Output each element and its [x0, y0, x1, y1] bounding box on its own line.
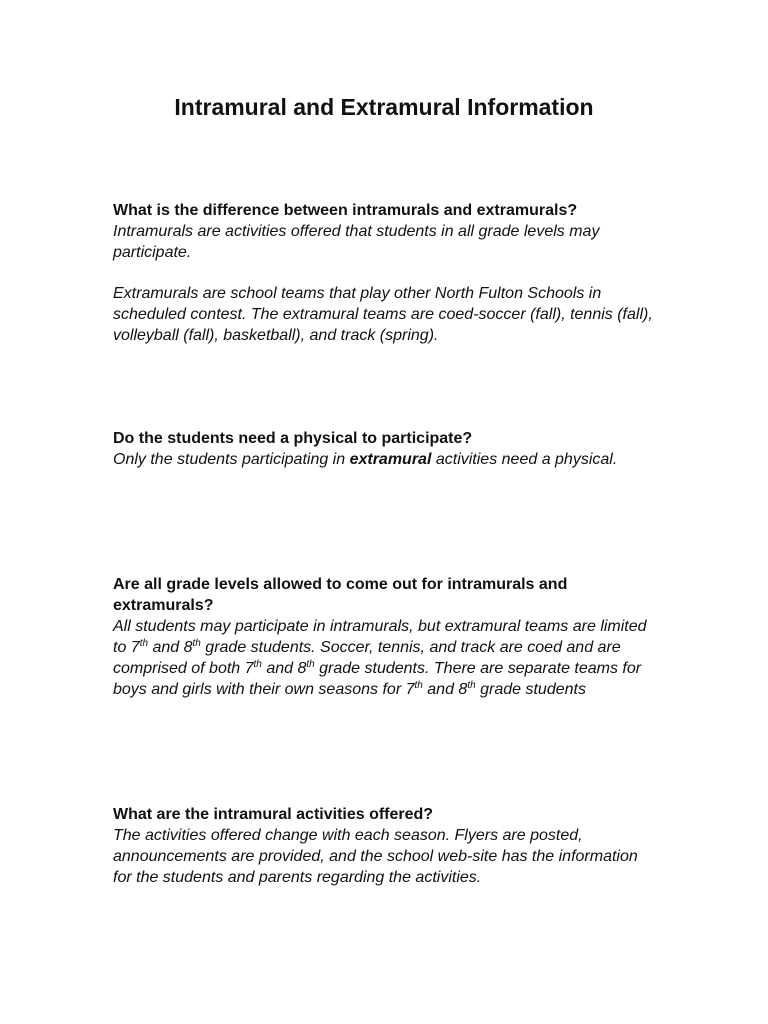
answer-text: grade students. Soccer, tennis, and track are coed and are comprised of both 7: [113, 639, 621, 677]
faq-question: What are the intramural activities offered?: [113, 806, 434, 823]
faq-section-activities: [113, 804, 658, 888]
answer-text: All students may participate in intramurals, but extramural teams are limited to 7: [113, 618, 647, 656]
answer-emphasis: extramural: [349, 451, 432, 468]
ordinal-suffix: th: [306, 659, 315, 670]
faq-section-difference: [113, 200, 658, 346]
answer-text: activities need a physical.: [431, 451, 618, 468]
answer-text: and 8: [148, 639, 193, 656]
ordinal-suffix: th: [253, 659, 262, 670]
faq-answer: [113, 616, 658, 700]
faq-answer: [113, 449, 658, 470]
ordinal-suffix: th: [139, 638, 149, 649]
answer-text: and 8: [261, 660, 307, 677]
answer-text: and 8: [422, 681, 468, 698]
document-title: Intramural and Extramural Information: [174, 94, 594, 120]
faq-section-grade-levels: [113, 574, 658, 700]
ordinal-suffix: th: [192, 638, 201, 649]
faq-question: Do the students need a physical to participate?: [113, 430, 473, 447]
ordinal-suffix: th: [467, 680, 476, 691]
faq-section-physical: [113, 428, 658, 470]
faq-answer-intramurals: Intramurals are activities offered that students in all grade levels may participate.: [113, 223, 600, 261]
faq-answer: The activities offered change with each season. Flyers are posted, announcements are provided, and the school web-site has the information for the students and parents regarding the activities.: [113, 827, 638, 886]
faq-question: What is the difference between intramurals and extramurals?: [113, 202, 578, 219]
answer-text: Only the students participating in: [113, 451, 350, 468]
faq-question: Are all grade levels allowed to come out for intramurals and extramurals?: [113, 576, 568, 614]
answer-text: grade students. There are separate teams for boys and girls with their own seasons for 7: [113, 660, 642, 698]
answer-text: grade students: [475, 681, 586, 698]
faq-answer-extramurals: Extramurals are school teams that play other North Fulton Schools in scheduled contest. The extramural teams are coed-soccer (fall), tennis (fall), volleyball (fall), basketball), and track (spring).: [113, 285, 653, 344]
ordinal-suffix: th: [414, 680, 423, 691]
